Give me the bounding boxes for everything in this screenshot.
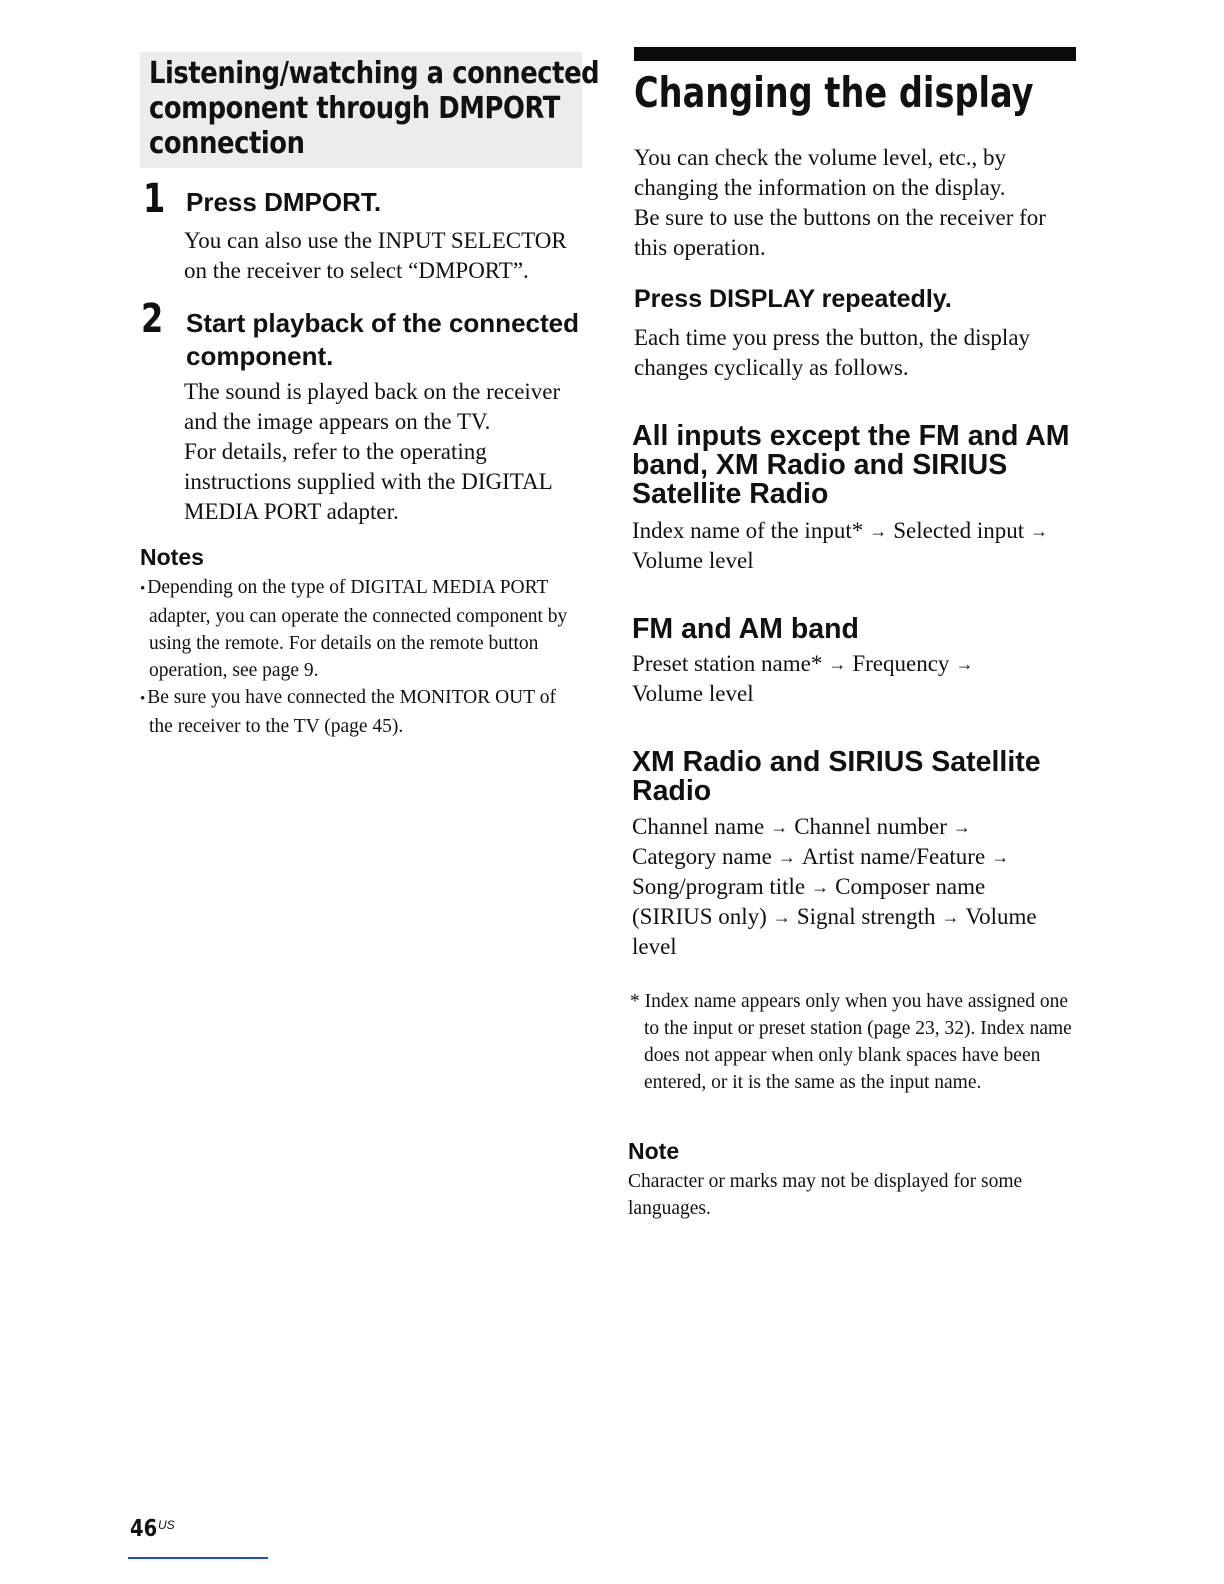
section-title-line: All inputs except the FM and AM: [632, 420, 1070, 452]
step-2-body: [184, 377, 584, 527]
press-body-line: changes cyclically as follows.: [634, 355, 909, 380]
sequence-item: Category name: [632, 844, 772, 869]
arrow-icon: →: [772, 907, 791, 927]
note-text: Character or marks may not be displayed for some languages.: [628, 1171, 1023, 1219]
left-heading-line-3: connection: [149, 126, 305, 161]
section-xm-sirius-sequence: [632, 812, 1082, 962]
arrow-icon: →: [828, 654, 847, 674]
arrow-icon: →: [1030, 521, 1049, 541]
section-all-inputs-title: [632, 422, 1082, 509]
section-fm-am-sequence: [632, 649, 1082, 709]
sequence-item: Channel name: [632, 814, 765, 839]
section-title-line: band, XM Radio and SIRIUS: [632, 449, 1008, 481]
section-xm-sirius-title: [632, 748, 1082, 806]
arrow-icon: →: [770, 817, 789, 837]
step-1-title: Press DMPORT.: [186, 187, 382, 217]
step-1-number: 1: [143, 176, 166, 222]
step-2-body-line: and the image appears on the TV.: [184, 409, 491, 434]
step-2-title-line: component.: [186, 341, 334, 371]
section-fm-am-title: [632, 615, 1082, 644]
intro-line: Be sure to use the buttons on the receiver for: [634, 205, 1046, 230]
sequence-item: Song/program title: [632, 874, 806, 899]
step-2-number: 2: [141, 296, 164, 342]
sequence-item: Signal strength: [796, 904, 936, 929]
sequence-item: Volume: [965, 904, 1037, 929]
sequence-item: Channel number: [794, 814, 947, 839]
sequence-item: Artist name/Feature: [801, 844, 986, 869]
sequence-item: Index name of the input*: [632, 518, 864, 543]
footer-rule: [128, 1557, 268, 1559]
step-1-body: [184, 226, 584, 286]
arrow-icon: →: [811, 877, 830, 897]
sequence-item: level: [632, 934, 677, 959]
section-all-inputs-sequence: [632, 516, 1082, 576]
step-1-body-line: on the receiver to select “DMPORT”.: [184, 258, 529, 283]
press-display-title: Press DISPLAY repeatedly.: [634, 285, 952, 313]
intro-line: changing the information on the display.: [634, 175, 1006, 200]
section-title-line: FM and AM band: [632, 613, 859, 645]
arrow-icon: →: [777, 847, 796, 867]
sequence-item: Frequency: [852, 651, 950, 676]
step-2-body-line: The sound is played back on the receiver: [184, 379, 561, 404]
page-number-value: 46: [130, 1516, 158, 1542]
intro-line: this operation.: [634, 235, 766, 260]
step-2-body-line: For details, refer to the operating: [184, 439, 487, 464]
arrow-icon: →: [991, 847, 1010, 867]
sequence-item: Volume level: [632, 548, 754, 573]
step-1-body-line: You can also use the INPUT SELECTOR: [184, 228, 567, 253]
page-number-suffix: US: [158, 1518, 175, 1532]
arrow-icon: →: [952, 817, 971, 837]
left-heading-line-1: Listening/watching a connected: [149, 56, 600, 91]
arrow-icon: →: [941, 907, 960, 927]
step-2-title: [186, 307, 586, 373]
step-2-body-line: MEDIA PORT adapter.: [184, 499, 399, 524]
press-body-line: Each time you press the button, the display: [634, 325, 1031, 350]
section-title-line: Radio: [632, 775, 712, 807]
note-item: • Depending on the type of DIGITAL MEDIA PORT adapter, you can operate the connected component by using the remote. For details on the remote button operation, see page 9.: [140, 574, 580, 684]
page-title: Changing the display: [634, 68, 1034, 117]
step-2-body-line: instructions supplied with the DIGITAL: [184, 469, 553, 494]
sequence-item: Preset station name*: [632, 651, 823, 676]
left-heading-line-2: component through DMPORT: [149, 91, 560, 126]
footnote: * Index name appears only when you have assigned one to the input or preset station (page 23, 32). Index name does not appear when only blank spaces have been entered, or it is the same as the input name.: [630, 991, 1072, 1093]
title-rule: [634, 47, 1076, 61]
step-2-title-line: Start playback of the connected: [186, 308, 579, 338]
notes-list: [140, 574, 580, 740]
notes-title: Notes: [140, 544, 204, 570]
page-number: [130, 1516, 175, 1542]
press-display-body: [634, 323, 1074, 383]
note-title: Note: [628, 1138, 680, 1164]
note-item: • Be sure you have connected the MONITOR OUT of the receiver to the TV (page 45).: [140, 684, 580, 740]
sequence-item: (SIRIUS only): [632, 904, 767, 929]
arrow-icon: →: [869, 521, 888, 541]
sequence-item: Volume level: [632, 681, 754, 706]
arrow-icon: →: [955, 654, 974, 674]
sequence-item: Composer name: [835, 874, 986, 899]
section-title-line: XM Radio and SIRIUS Satellite: [632, 746, 1041, 778]
sequence-item: Selected input: [893, 518, 1025, 543]
intro-line: You can check the volume level, etc., by: [634, 145, 1006, 170]
section-title-line: Satellite Radio: [632, 478, 829, 510]
intro-text: [634, 143, 1074, 263]
